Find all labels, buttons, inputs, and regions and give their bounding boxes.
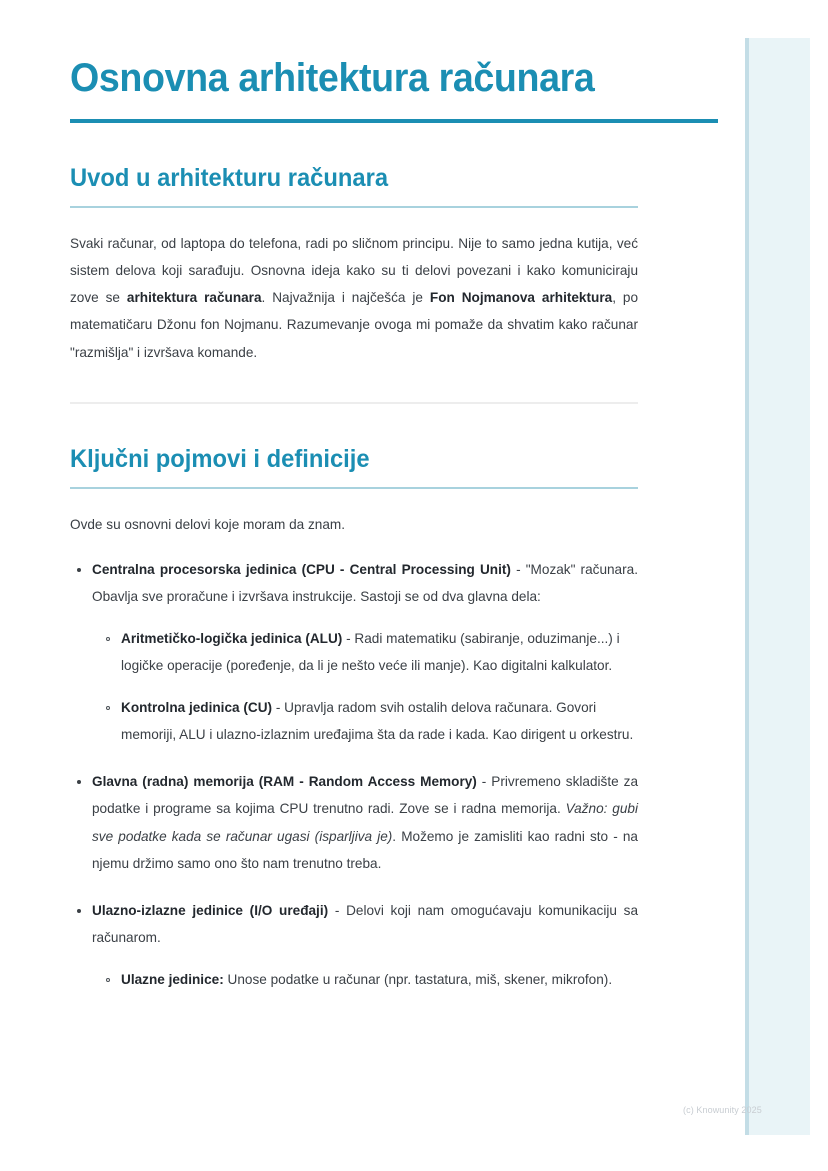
- list-item-description-post: . Možemo je zamisliti kao radni sto - na njemu držimo samo ono što nam trenutno treba.: [92, 828, 638, 871]
- sub-list: [92, 967, 638, 994]
- intro-paragraph-bold2: Fon Nojmanova arhitektura: [429, 290, 613, 306]
- intro-paragraph-bold1: arhitektura računara: [126, 290, 262, 306]
- intro-paragraph-part3: , po matematičaru Džonu fon Nojmanu. Razumevanje ovoga mi pomaže da shvatim kako računar "razmišlja" i izvršava komande.: [70, 290, 639, 360]
- list-item: [70, 897, 638, 994]
- page-title: Osnovna arhitektura računara: [70, 56, 595, 100]
- intro-paragraph-part1: Svaki računar, od laptopa do telefona, radi po sličnom principu. Nije to samo jedna kutija, već sistem delova koji sarađuju. Osnovna ideja kako su ti delovi povezani i kako komuniciraju zove se: [70, 235, 638, 306]
- sub-list-item-description: - Upravlja radom svih ostalih delova računara. Govori memoriji, ALU i ulazno-izlaznim uređajima šta da rade i kada. Kao dirigent u orkestru.: [121, 700, 634, 742]
- list-item-description: - "Mozak" računara. Obavlja sve proračune i izvršava instrukcije. Sastoji se od dva glavna dela:: [92, 561, 638, 605]
- key-terms-intro-paragraph: Ovde su osnovni delovi koje moram da znam.: [70, 516, 346, 532]
- decorative-side-strip-edge: [745, 38, 749, 1135]
- sub-list-item: [92, 695, 638, 748]
- footer-watermark: (c) Knowunity 2025: [683, 1105, 762, 1115]
- list-item: [70, 556, 638, 748]
- list-item-term: Glavna (radna) memorija (RAM - Random Access Memory): [92, 774, 477, 790]
- list-item-description: - Delovi koji nam omogućavaju komunikaciju sa računarom.: [92, 903, 638, 946]
- decorative-side-strip: [745, 38, 810, 1135]
- list-item: [70, 768, 638, 877]
- list-item-description-italic: Važno: gubi sve podatke kada se računar ugasi (isparljiva je): [92, 801, 638, 844]
- sub-list-item-term: Kontrolna jedinica (CU): [121, 700, 273, 716]
- sub-list-item-description: Unose podatke u računar (npr. tastatura, miš, skener, mikrofon).: [223, 972, 613, 988]
- key-terms-list: [70, 538, 638, 994]
- list-item-term: Centralna procesorska jedinica (CPU - Central Processing Unit): [92, 561, 511, 577]
- sub-list-item-description: - Radi matematiku (sabiranje, oduzimanje...) i logičke operacije (poređenje, da li je nešto veće ili manje). Kao digitalni kalkulator.: [121, 631, 620, 673]
- sub-list-item: [92, 626, 638, 679]
- section-heading-key-terms: Ključni pojmovi i definicije: [70, 444, 370, 473]
- list-item-term: Ulazno-izlazne jedinice (I/O uređaji): [92, 903, 329, 919]
- section-heading-intro: Uvod u arhitekturu računara: [70, 163, 389, 192]
- sub-list: [92, 626, 638, 748]
- sub-list-item-term: Aritmetičko-logička jedinica (ALU): [121, 631, 343, 647]
- sub-list-item-term: Ulazne jedinice:: [121, 972, 224, 988]
- list-item-description-pre: - Privremeno skladište za podatke i programe sa kojima CPU trenutno radi. Zove se i radna memorija.: [92, 774, 638, 817]
- sub-list-item: [92, 967, 638, 994]
- intro-paragraph-part2: . Najvažnija i najčešća je: [261, 290, 430, 306]
- intro-paragraph: [70, 208, 638, 366]
